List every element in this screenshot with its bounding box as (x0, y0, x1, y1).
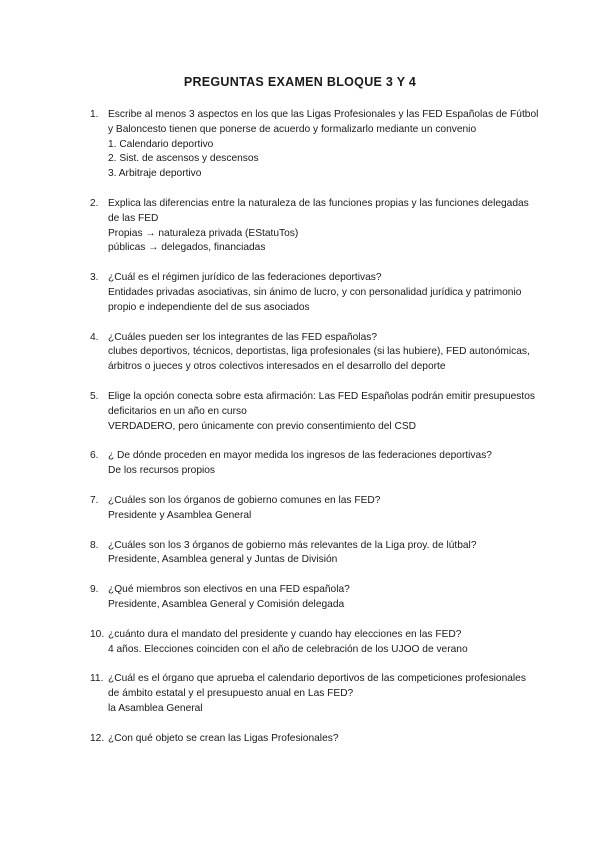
answer-line: la Asamblea General (108, 702, 203, 714)
question-number: 4. (90, 331, 99, 343)
question-body (108, 539, 540, 569)
question-number: 1. (90, 109, 99, 120)
question-text: Elige la opción conecta sobre esta afirmación: Las FED Españolas podrán emitir presupuestos deficitarios en un año en curso (108, 390, 535, 417)
question-body (108, 672, 540, 716)
question-body (108, 732, 540, 747)
question-body (108, 271, 540, 315)
question-item (90, 331, 540, 375)
question-item (90, 390, 540, 434)
question-item (90, 449, 540, 479)
question-number: 3. (90, 272, 99, 284)
question-body (108, 494, 540, 524)
question-text: Explica las diferencias entre la naturaleza de las funciones propias y las funciones delegadas de las FED (108, 197, 529, 224)
question-item (90, 197, 540, 256)
answer-line: Propias → naturaleza privada (EStatuTos) (108, 227, 299, 239)
question-text: ¿Cuáles son los 3 órganos de gobierno más relevantes de la Liga proy. de lútbal? (108, 539, 477, 551)
question-list (90, 108, 540, 762)
answer-line: 1. Calendario deportivo (108, 138, 214, 150)
answer-line: 2. Sist. de ascensos y descensos (108, 153, 259, 165)
question-number: 9. (90, 584, 99, 596)
question-item (90, 494, 540, 524)
question-number: 6. (90, 450, 99, 462)
question-body (108, 390, 540, 434)
question-text: ¿Cuál es el régimen jurídico de las federaciones deportivas? (108, 272, 382, 284)
question-text: ¿ De dónde proceden en mayor medida los ingresos de las federaciones deportivas? (108, 450, 492, 462)
question-number: 11. (90, 673, 104, 685)
answer-line: Entidades privadas asociativas, sin ánimo de lucro, y con personalidad jurídica y patrimonio propio e independiente del de sus asociados (108, 286, 522, 313)
question-text: Escribe al menos 3 aspectos en los que las Ligas Profesionales y las FED Españolas de Fútbol y Baloncesto tienen que ponerse de acuerdo y formalizarlo mediante un convenio (108, 109, 539, 135)
question-number: 12. (90, 732, 105, 744)
question-number: 2. (90, 197, 99, 209)
answer-line: Presidente, Asamblea general y Juntas de División (108, 554, 338, 566)
question-item (90, 539, 540, 569)
question-number: 5. (90, 390, 99, 402)
answer-line: públicas → delegados, financiadas (108, 242, 266, 254)
question-text: ¿Con qué objeto se crean las Ligas Profesionales? (108, 732, 339, 744)
question-text: ¿Cuál es el órgano que aprueba el calendario deportivos de las competiciones profesionales de ámbito estatal y el presupuesto anual en Las FED? (108, 673, 526, 700)
question-body (108, 628, 540, 658)
question-text: ¿Cuáles pueden ser los integrantes de las FED españolas? (108, 331, 377, 343)
answer-line: 3. Arbitraje deportivo (108, 168, 202, 180)
page-title: PREGUNTAS EXAMEN BLOQUE 3 Y 4 (183, 75, 417, 89)
answer-line: 4 años. Elecciones coinciden con el año de celebración de los UJOO de verano (108, 643, 468, 655)
answer-line: VERDADERO, pero únicamente con previo consentimiento del CSD (108, 420, 417, 432)
answer-line: De los recursos propios (108, 465, 216, 477)
question-body (108, 583, 540, 613)
question-number: 10. (90, 628, 105, 640)
question-body (108, 331, 540, 375)
answer-line: Presidente y Asamblea General (108, 509, 252, 521)
question-item (90, 732, 540, 747)
question-item (90, 108, 540, 182)
answer-line: Presidente, Asamblea General y Comisión delegada (108, 598, 345, 610)
question-number: 8. (90, 539, 99, 551)
question-number: 7. (90, 494, 99, 506)
question-text: ¿cuánto dura el mandato del presidente y cuando hay elecciones en las FED? (108, 628, 462, 640)
question-item (90, 583, 540, 613)
question-body (108, 197, 540, 256)
question-body (108, 108, 540, 182)
question-text: ¿Cuáles son los órganos de gobierno comunes en las FED? (108, 494, 381, 506)
answer-line: clubes deportivos, técnicos, deportistas, liga profesionales (si las hubiere), FED autonómicas, árbitros o jueces y otros colectivos interesados en el desarrollo del deporte (108, 346, 530, 373)
question-text: ¿Qué miembros son electivos en una FED española? (108, 584, 350, 596)
question-item (90, 271, 540, 315)
question-item (90, 672, 540, 716)
question-body (108, 449, 540, 479)
question-item (90, 628, 540, 658)
